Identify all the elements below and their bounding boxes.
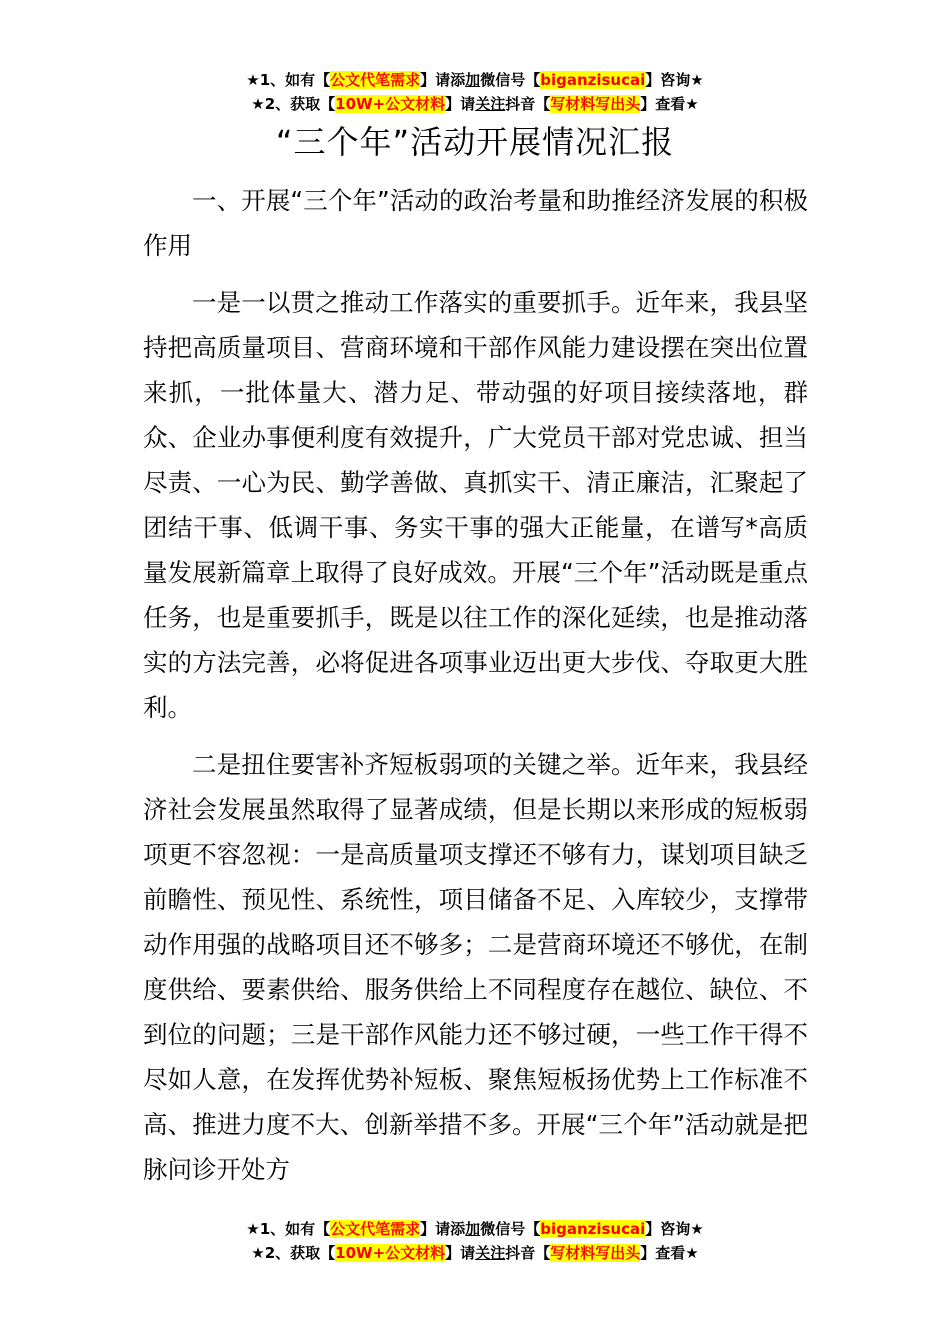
document-body xyxy=(143,178,808,1192)
ad-wechat-id: biganzisucai xyxy=(540,1220,646,1238)
star-icon: ★ xyxy=(246,1220,260,1238)
star-icon: ★ xyxy=(685,95,699,113)
ad-highlight: 10W+公文材料 xyxy=(335,95,446,113)
star-icon: ★ xyxy=(690,71,704,89)
paragraph: 一是一以贯之推动工作落实的重要抓手。近年来，我县坚持把高质量项目、营商环境和干部作风能力建设摆在突出位置来抓，一批体量大、潜力足、带动强的好项目接续落地，群众、企业办事便利度有效提升，广大党员干部对党忠诚、担当尽责、一心为民、勤学善做、真抓实干、清正廉洁，汇聚起了团结干事、低调干事、务实干事的强大正能量，在谱写*高质量发展新篇章上取得了良好成效。开展“三个年”活动既是重点任务，也是重要抓手，既是以往工作的深化延续，也是推动落实的方法完善，必将促进各项事业迈出更大步伐、夺取更大胜利。 xyxy=(143,288,808,722)
star-icon: ★ xyxy=(251,95,265,113)
footer-ad-line-1: ★1、如有【公文代笔需求】请添加微信号【biganzisucai】咨询★ xyxy=(246,1220,704,1238)
ad-douyin-account: 写材料写出头 xyxy=(550,95,641,113)
section-heading: 一、开展“三个年”活动的政治考量和助推经济发展的积极作用 xyxy=(143,186,808,260)
ad-douyin-account: 写材料写出头 xyxy=(550,1244,641,1262)
star-icon: ★ xyxy=(690,1220,704,1238)
ad-highlight: 10W+公文材料 xyxy=(335,1244,446,1262)
ad-highlight: 公文代笔需求 xyxy=(330,1220,421,1238)
star-icon: ★ xyxy=(251,1244,265,1262)
header-ad-line-2: ★2、获取【10W+公文材料】请关注抖音【写材料写出头】查看★ xyxy=(251,95,699,113)
page-title: “三个年”活动开展情况汇报 xyxy=(275,123,675,161)
ad-wechat-id: biganzisucai xyxy=(540,71,646,89)
ad-highlight: 公文代笔需求 xyxy=(330,71,421,89)
star-icon: ★ xyxy=(685,1244,699,1262)
paragraph: 二是扭住要害补齐短板弱项的关键之举。近年来，我县经济社会发展虽然取得了显著成绩，但是长期以来形成的短板弱项更不容忽视：一是高质量项支撑还不够有力，谋划项目缺乏前瞻性、预见性、系统性，项目储备不足、入库较少，支撑带动作用强的战略项目还不够多；二是营商环境还不够优，在制度供给、要素供给、服务供给上不同程度存在越位、缺位、不到位的问题；三是干部作风能力还不够过硬，一些工作干得不尽如人意，在发挥优势补短板、聚焦短板扬优势上工作标准不高、推进力度不大、创新举措不多。开展“三个年”活动就是把脉问诊开处方 xyxy=(143,750,808,1184)
footer-ad-line-2: ★2、获取【10W+公文材料】请关注抖音【写材料写出头】查看★ xyxy=(251,1244,699,1262)
star-icon: ★ xyxy=(246,71,260,89)
header-ad-line-1: ★1、如有【公文代笔需求】请添加微信号【biganzisucai】咨询★ xyxy=(246,71,704,89)
